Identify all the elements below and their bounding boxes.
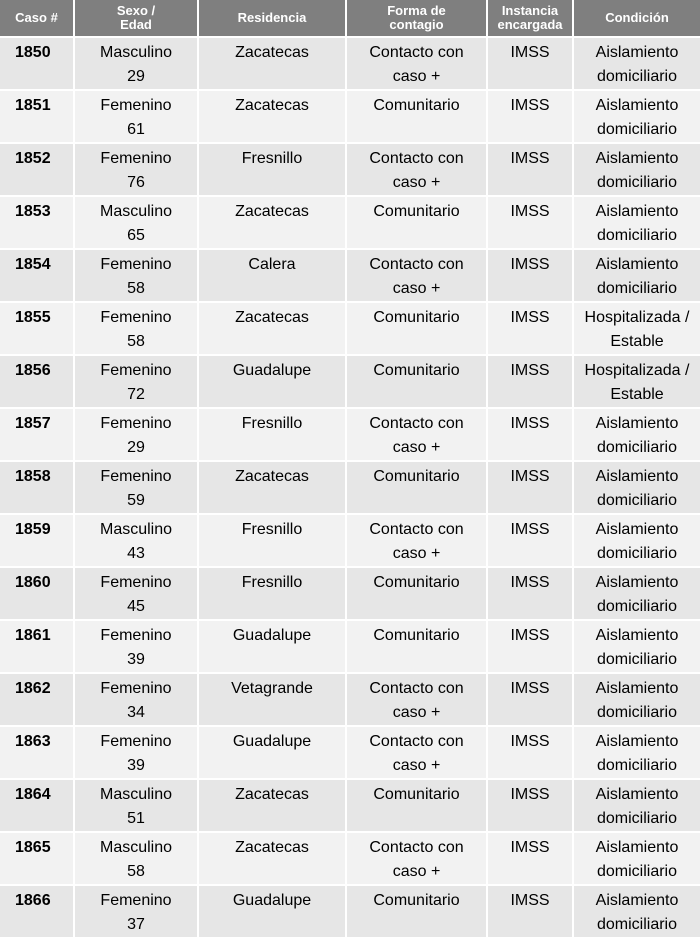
cell-case: 1855: [0, 302, 74, 355]
cell-case: 1864: [0, 779, 74, 832]
table-row: [0, 196, 700, 249]
cell-sex-age: Femenino 39: [74, 620, 198, 673]
cell-contagion: Contacto con caso +: [346, 673, 487, 726]
cell-case: 1856: [0, 355, 74, 408]
cell-instance: IMSS: [487, 302, 573, 355]
cell-condition: Hospitalizada / Estable: [573, 302, 700, 355]
cell-instance: IMSS: [487, 196, 573, 249]
header-condition: Condición: [573, 0, 700, 37]
cell-contagion: Comunitario: [346, 90, 487, 143]
cell-case: 1858: [0, 461, 74, 514]
header-sex-age: Sexo / Edad: [74, 0, 198, 37]
cell-condition: Aislamiento domiciliario: [573, 885, 700, 938]
cell-condition: Aislamiento domiciliario: [573, 832, 700, 885]
cell-condition: Aislamiento domiciliario: [573, 673, 700, 726]
cell-sex-age: Femenino 58: [74, 249, 198, 302]
cell-condition: Aislamiento domiciliario: [573, 196, 700, 249]
cell-instance: IMSS: [487, 90, 573, 143]
cell-instance: IMSS: [487, 37, 573, 90]
cell-residence: Calera: [198, 249, 346, 302]
table-row: [0, 461, 700, 514]
cell-instance: IMSS: [487, 143, 573, 196]
table-row: [0, 514, 700, 567]
table-row: [0, 673, 700, 726]
cell-case: 1854: [0, 249, 74, 302]
cell-sex-age: Femenino 34: [74, 673, 198, 726]
cell-contagion: Comunitario: [346, 196, 487, 249]
cell-condition: Aislamiento domiciliario: [573, 408, 700, 461]
cell-condition: Hospitalizada / Estable: [573, 355, 700, 408]
cell-contagion: Contacto con caso +: [346, 726, 487, 779]
header-row: [0, 0, 700, 37]
cell-condition: Aislamiento domiciliario: [573, 779, 700, 832]
cell-sex-age: Femenino 59: [74, 461, 198, 514]
table-row: [0, 302, 700, 355]
cell-instance: IMSS: [487, 673, 573, 726]
cell-case: 1853: [0, 196, 74, 249]
cell-instance: IMSS: [487, 514, 573, 567]
cell-residence: Zacatecas: [198, 461, 346, 514]
table-row: [0, 832, 700, 885]
cell-residence: Zacatecas: [198, 196, 346, 249]
cell-contagion: Comunitario: [346, 302, 487, 355]
table-row: [0, 249, 700, 302]
cell-instance: IMSS: [487, 620, 573, 673]
header-contagion: Forma de contagio: [346, 0, 487, 37]
table-row: [0, 567, 700, 620]
cell-case: 1863: [0, 726, 74, 779]
cell-contagion: Contacto con caso +: [346, 249, 487, 302]
cell-residence: Zacatecas: [198, 302, 346, 355]
cell-case: 1861: [0, 620, 74, 673]
cell-case: 1860: [0, 567, 74, 620]
cell-sex-age: Masculino 51: [74, 779, 198, 832]
cell-case: 1851: [0, 90, 74, 143]
cell-case: 1862: [0, 673, 74, 726]
cell-residence: Zacatecas: [198, 832, 346, 885]
cell-residence: Fresnillo: [198, 143, 346, 196]
cell-instance: IMSS: [487, 832, 573, 885]
cell-sex-age: Femenino 29: [74, 408, 198, 461]
cell-instance: IMSS: [487, 779, 573, 832]
cell-sex-age: Masculino 65: [74, 196, 198, 249]
cell-sex-age: Masculino 29: [74, 37, 198, 90]
cell-sex-age: Masculino 58: [74, 832, 198, 885]
cell-condition: Aislamiento domiciliario: [573, 620, 700, 673]
cell-sex-age: Femenino 58: [74, 302, 198, 355]
cell-contagion: Contacto con caso +: [346, 37, 487, 90]
cell-contagion: Comunitario: [346, 620, 487, 673]
header-residence: Residencia: [198, 0, 346, 37]
cell-sex-age: Masculino 43: [74, 514, 198, 567]
table-row: [0, 885, 700, 938]
table-row: [0, 90, 700, 143]
cell-residence: Fresnillo: [198, 408, 346, 461]
cell-condition: Aislamiento domiciliario: [573, 37, 700, 90]
table-body: [0, 37, 700, 938]
table-row: [0, 779, 700, 832]
cell-sex-age: Femenino 37: [74, 885, 198, 938]
cell-instance: IMSS: [487, 567, 573, 620]
cell-case: 1859: [0, 514, 74, 567]
cell-residence: Fresnillo: [198, 514, 346, 567]
cell-contagion: Comunitario: [346, 567, 487, 620]
cell-condition: Aislamiento domiciliario: [573, 461, 700, 514]
cell-case: 1850: [0, 37, 74, 90]
cell-residence: Vetagrande: [198, 673, 346, 726]
cell-residence: Guadalupe: [198, 885, 346, 938]
cell-instance: IMSS: [487, 885, 573, 938]
cell-residence: Zacatecas: [198, 37, 346, 90]
cell-sex-age: Femenino 45: [74, 567, 198, 620]
cell-case: 1852: [0, 143, 74, 196]
cell-sex-age: Femenino 76: [74, 143, 198, 196]
cell-contagion: Comunitario: [346, 355, 487, 408]
cell-condition: Aislamiento domiciliario: [573, 726, 700, 779]
cell-contagion: Contacto con caso +: [346, 143, 487, 196]
cell-residence: Zacatecas: [198, 90, 346, 143]
cell-condition: Aislamiento domiciliario: [573, 90, 700, 143]
cell-contagion: Contacto con caso +: [346, 514, 487, 567]
cell-sex-age: Femenino 61: [74, 90, 198, 143]
table-row: [0, 726, 700, 779]
cell-case: 1865: [0, 832, 74, 885]
table-row: [0, 620, 700, 673]
cell-condition: Aislamiento domiciliario: [573, 143, 700, 196]
cell-residence: Guadalupe: [198, 620, 346, 673]
cell-case: 1857: [0, 408, 74, 461]
cell-contagion: Contacto con caso +: [346, 408, 487, 461]
cell-contagion: Contacto con caso +: [346, 832, 487, 885]
cell-instance: IMSS: [487, 355, 573, 408]
header-instance: Instancia encargada: [487, 0, 573, 37]
cell-condition: Aislamiento domiciliario: [573, 567, 700, 620]
cell-residence: Guadalupe: [198, 355, 346, 408]
cell-instance: IMSS: [487, 726, 573, 779]
cell-instance: IMSS: [487, 249, 573, 302]
header-case: Caso #: [0, 0, 74, 37]
cell-contagion: Comunitario: [346, 779, 487, 832]
cell-condition: Aislamiento domiciliario: [573, 514, 700, 567]
cell-instance: IMSS: [487, 461, 573, 514]
table-row: [0, 37, 700, 90]
cell-residence: Zacatecas: [198, 779, 346, 832]
cell-case: 1866: [0, 885, 74, 938]
cell-condition: Aislamiento domiciliario: [573, 249, 700, 302]
table-row: [0, 143, 700, 196]
cell-residence: Fresnillo: [198, 567, 346, 620]
cell-instance: IMSS: [487, 408, 573, 461]
cell-residence: Guadalupe: [198, 726, 346, 779]
cell-contagion: Comunitario: [346, 461, 487, 514]
cell-sex-age: Femenino 72: [74, 355, 198, 408]
table-row: [0, 408, 700, 461]
table-row: [0, 355, 700, 408]
cell-contagion: Comunitario: [346, 885, 487, 938]
cell-sex-age: Femenino 39: [74, 726, 198, 779]
